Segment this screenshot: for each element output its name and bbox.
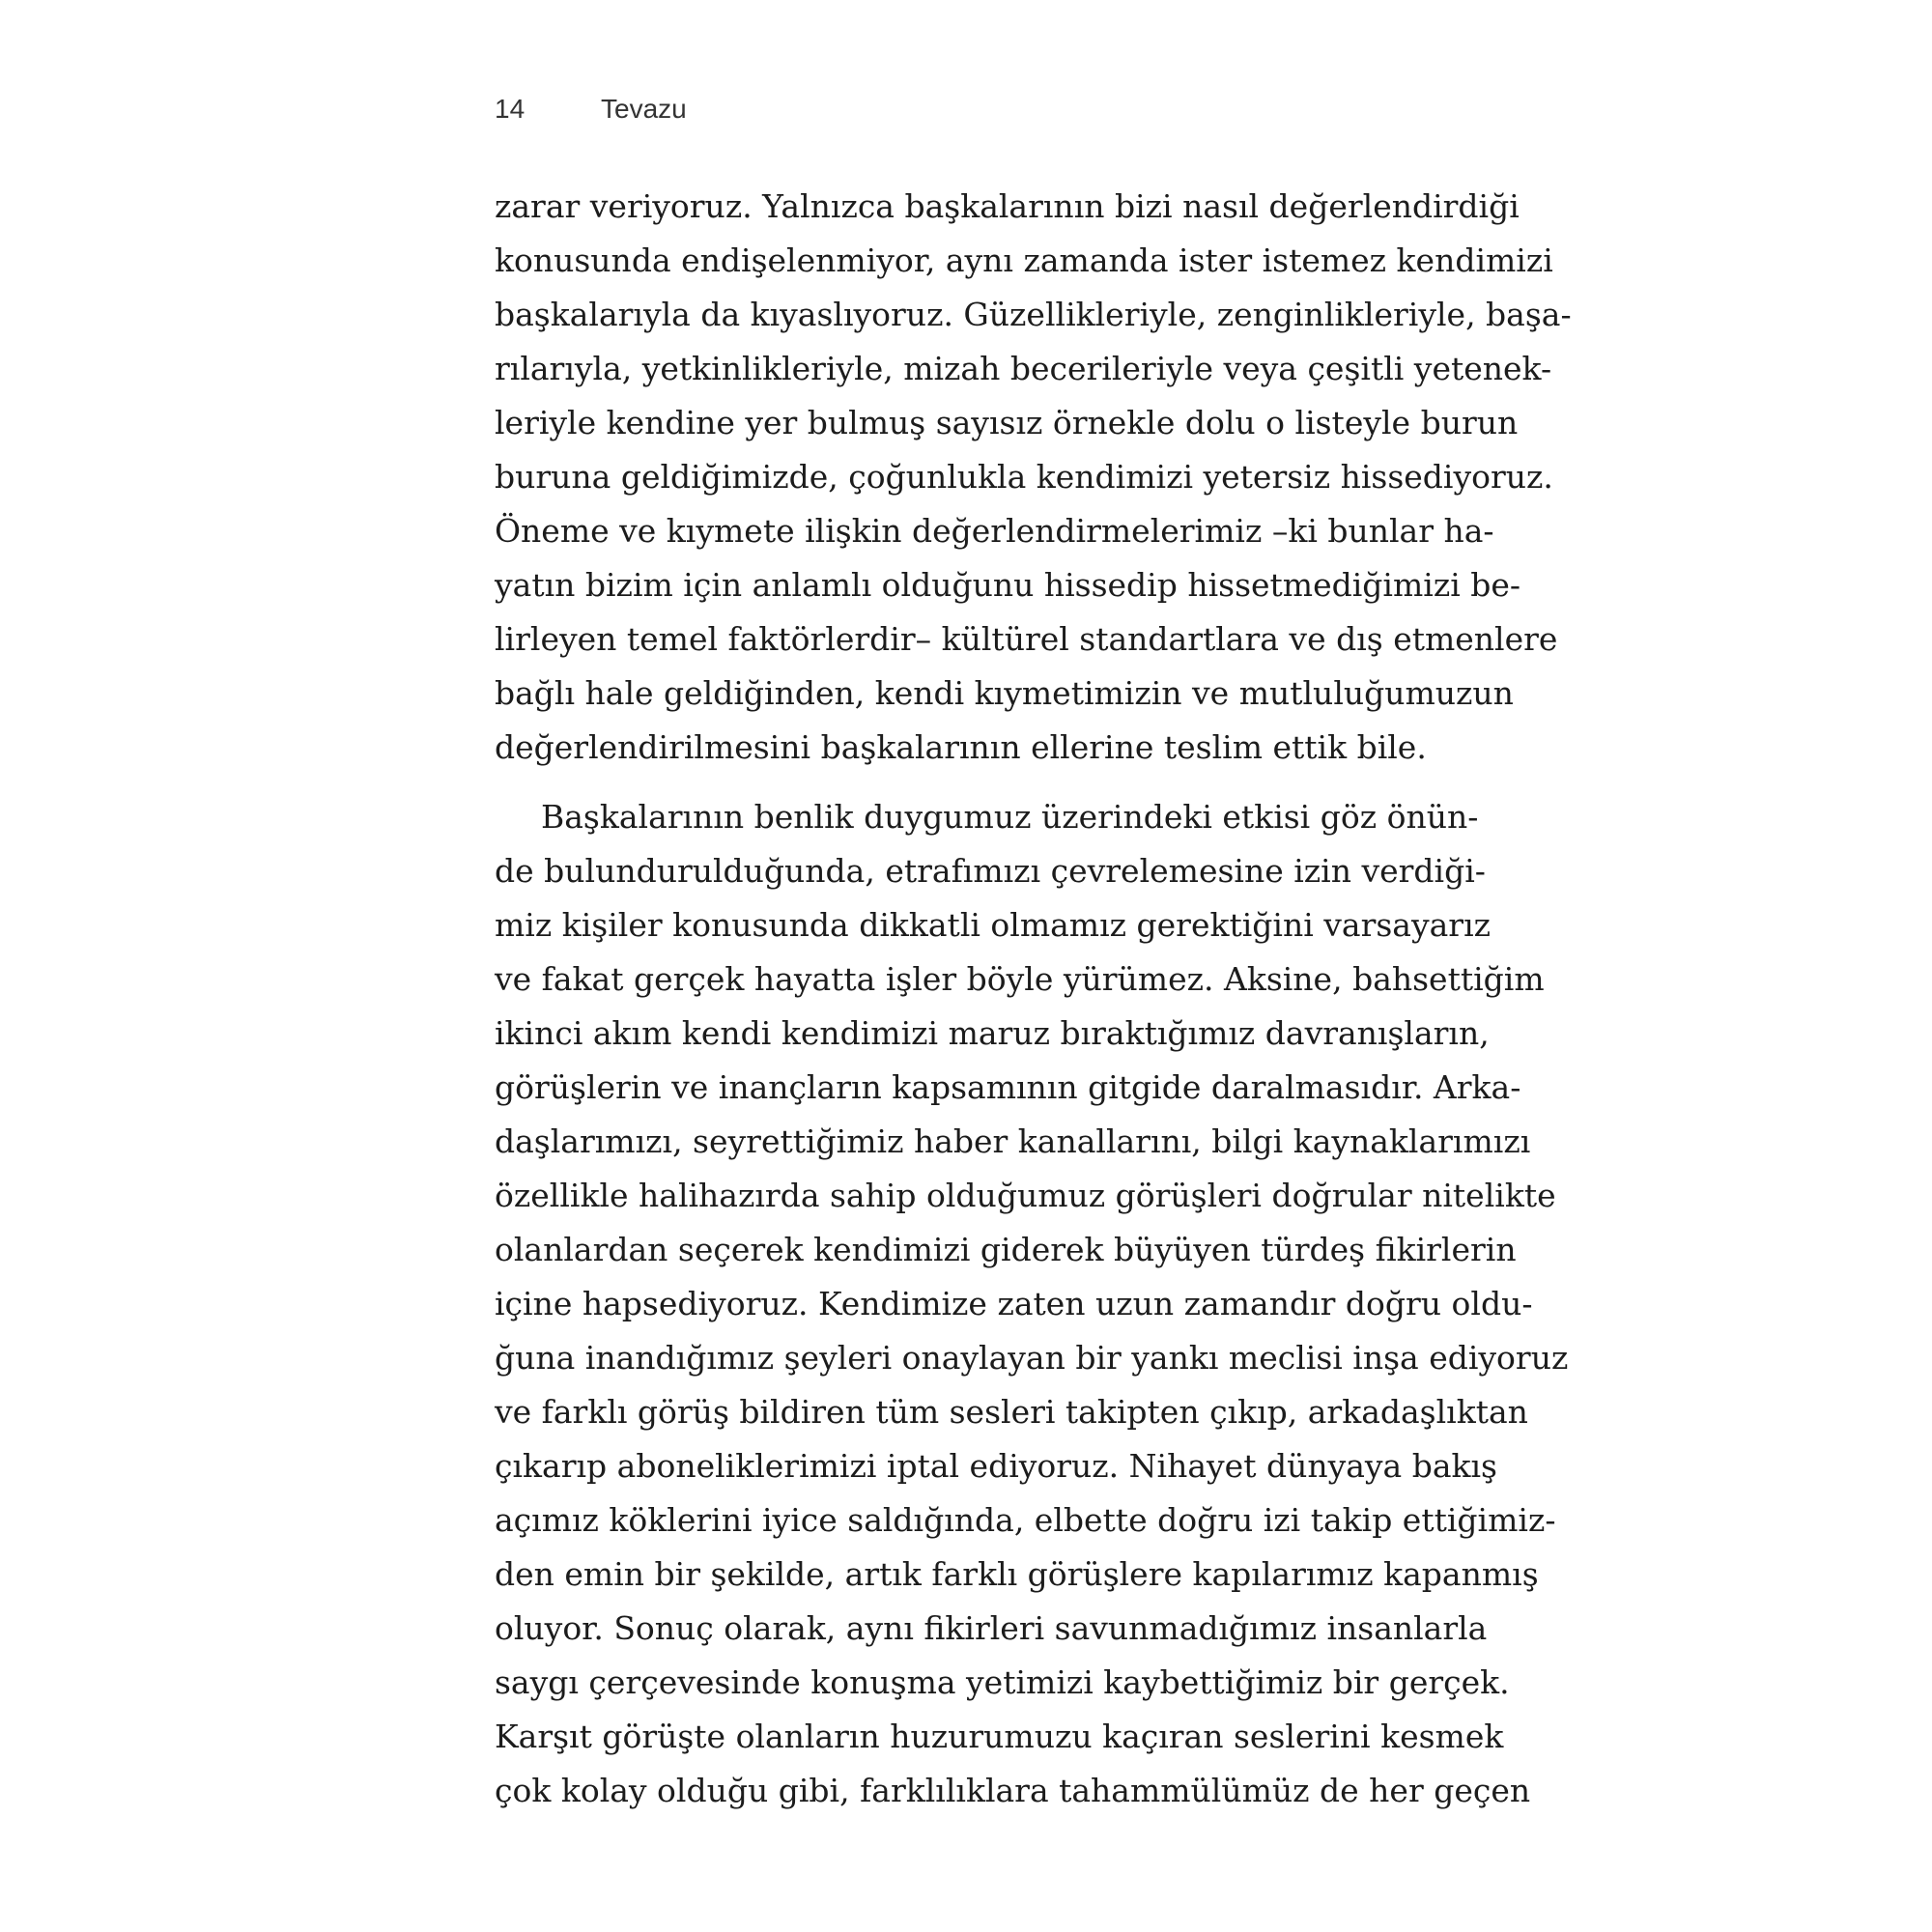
text-line: Öneme ve kıymete ilişkin değerlendirmelerimiz –ki bunlar ha-: [495, 512, 1494, 550]
text-line: başkalarıyla da kıyaslıyoruz. Güzellikleriyle, zenginlikleriyle, başa-: [495, 296, 1572, 333]
text-line: içine hapsediyoruz. Kendimize zaten uzun zamandır doğru oldu-: [495, 1285, 1533, 1322]
text-line: çıkarıp aboneliklerimizi iptal ediyoruz. Nihayet dünyaya bakış: [495, 1447, 1497, 1485]
text-line: bağlı hale geldiğinden, kendi kıymetimizin ve mutluluğumuzun: [495, 674, 1514, 712]
text-line: ve fakat gerçek hayatta işler böyle yürümez. Aksine, bahsettiğim: [495, 960, 1545, 998]
text-line: değerlendirilmesini başkalarının ellerine teslim ettik bile.: [495, 728, 1427, 766]
text-line: miz kişiler konusunda dikkatli olmamız gerektiğini varsayarız: [495, 906, 1492, 944]
text-line: de bulundurulduğunda, etrafımızı çevrelemesine izin verdiği-: [495, 852, 1486, 890]
text-line: zarar veriyoruz. Yalnızca başkalarının bizi nasıl değerlendirdiği: [495, 187, 1520, 225]
text-line: özellikle halihazırda sahip olduğumuz görüşleri doğrular nitelikte: [495, 1177, 1556, 1214]
text-line: buruna geldiğimizde, çoğunlukla kendimizi yetersiz hissediyoruz.: [495, 458, 1553, 496]
text-line: konusunda endişelenmiyor, aynı zamanda ister istemez kendimizi: [495, 242, 1553, 279]
running-title: Tevazu: [601, 94, 687, 124]
text-line: rılarıyla, yetkinlikleriyle, mizah becerileriyle veya çeşitli yetenek-: [495, 350, 1552, 387]
text-line: Başkalarının benlik duygumuz üzerindeki etkisi göz önün-: [541, 798, 1479, 836]
text-line: oluyor. Sonuç olarak, aynı fikirleri savunmadığımız insanlarla: [495, 1609, 1488, 1647]
text-line: Karşıt görüşte olanların huzurumuzu kaçıran seslerini kesmek: [495, 1718, 1504, 1755]
page-number: 14: [495, 94, 526, 124]
text-line: saygı çerçevesinde konuşma yetimizi kaybettiğimiz bir gerçek.: [495, 1663, 1510, 1701]
text-line: yatın bizim için anlamlı olduğunu hissedip hissetmediğimizi be-: [495, 566, 1521, 604]
text-line: den emin bir şekilde, artık farklı görüşlere kapılarımız kapanmış: [495, 1555, 1539, 1593]
running-head: [495, 94, 687, 125]
text-line: leriyle kendine yer bulmuş sayısız örnekle dolu o listeyle burun: [495, 404, 1519, 441]
text-line: olanlardan seçerek kendimizi giderek büyüyen türdeş fikirlerin: [495, 1231, 1517, 1268]
paragraph: [495, 180, 1572, 775]
text-line: ikinci akım kendi kendimizi maruz bıraktığımız davranışların,: [495, 1014, 1490, 1052]
text-line: çok kolay olduğu gibi, farklılıklara tahammülümüz de her geçen: [495, 1772, 1531, 1809]
text-line: ğuna inandığımız şeyleri onaylayan bir yankı meclisi inşa ediyoruz: [495, 1339, 1569, 1377]
paragraph: [495, 790, 1569, 1818]
text-line: ve farklı görüş bildiren tüm sesleri takipten çıkıp, arkadaşlıktan: [495, 1393, 1528, 1431]
text-line: lirleyen temel faktörlerdir– kültürel standartlara ve dış etmenlere: [495, 620, 1558, 658]
text-line: daşlarımızı, seyrettiğimiz haber kanallarını, bilgi kaynaklarımızı: [495, 1122, 1531, 1160]
text-line: görüşlerin ve inançların kapsamının gitgide daralmasıdır. Arka-: [495, 1068, 1521, 1106]
text-line: açımız köklerini iyice saldığında, elbette doğru izi takip ettiğimiz-: [495, 1501, 1556, 1539]
